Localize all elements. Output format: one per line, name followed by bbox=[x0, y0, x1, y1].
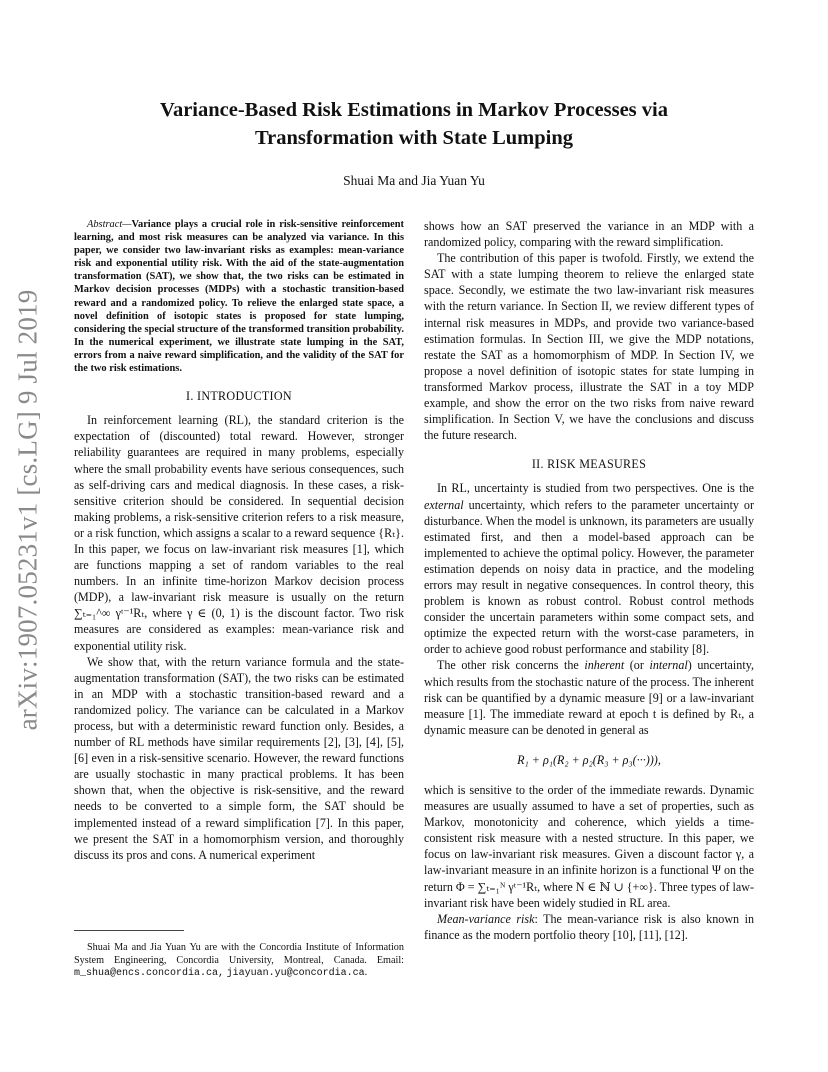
right-paragraph-1: shows how an SAT preserved the variance in an MDP with a randomized policy, comparing with the reward simplification. bbox=[424, 219, 754, 250]
risk-p1-b: uncertainty, which refers to the parameter uncertainty or disturbance. When the model is unknown, its parameters are usually estimated first, and then a model-based approach can be implemented to achieve the optimal policy. However, the parameter estimation depends on noisy data in practice, and the modeling errors may result in negative consequences. In control theory, this problem is known as robust control. Robust control methods consider the uncertain parameters within some compact sets, and optimize the expected return with the worst-case parameters, in order to achieve good robust performance and stability [8]. bbox=[424, 497, 755, 657]
footnote-email-2: jiayuan.yu@concordia.ca bbox=[226, 968, 365, 980]
paper-authors: Shuai Ma and Jia Yuan Yu bbox=[343, 173, 485, 188]
abstract-lead: Abstract— bbox=[87, 219, 132, 230]
right-paragraph-2: The contribution of this paper is twofold. Firstly, we extend the SAT with a state lumping theorem to relieve the enlarged state space. Secondly, we estimate the two law-invariant risk measures with the return variance. In Section II, we review different types of internal risk measures in MDPs, and provide two variance-based estimation formulas. In Section III, we give the MDP notations, restate the SAT as a homomorphism of MDP. In Section IV, we propose a novel definition of isotopic states for state lumping in transformed Markov process, illustrate the SAT in a toy MDP example, and show the error on the two risks from naive reward simplification. In Section V, we have the conclusions and discuss the future research. bbox=[424, 251, 754, 443]
mean-variance-heading: Mean-variance risk bbox=[437, 911, 535, 926]
footnote bbox=[74, 942, 404, 981]
risk-paragraph-4 bbox=[424, 911, 754, 943]
section-heading-intro: I. INTRODUCTION bbox=[186, 389, 292, 404]
risk-paragraph-2 bbox=[424, 657, 754, 737]
abstract bbox=[74, 218, 404, 375]
risk-paragraph-3: which is sensitive to the order of the immediate rewards. Dynamic measures are usually assumed to have a set of properties, such as Markov, monotonicity and coherence, which yields a time-consistent risk measure with a nested structure. In this paper, we focus on law-invariant risk measures. Given a discount factor γ, a law-invariant measure in an infinite horizon is a functional Ψ on the return Φ = ∑ₜ₌₁ᴺ γᵗ⁻¹Rₜ, where N ∈ ℕ ∪ {+∞}. Three types of law-invariant risk have been widely studied in RL area. bbox=[424, 783, 754, 910]
arxiv-id-text: arXiv:1907.05231v1 [cs.LG] 9 Jul 2019 bbox=[12, 289, 43, 731]
risk-p1-a: In RL, uncertainty is studied from two perspectives. One is the bbox=[437, 481, 754, 496]
equation-dynamic-measure: R₁ + ρ₁(R₂ + ρ₂(R₃ + ρ₃(···))), bbox=[517, 752, 661, 767]
risk-p2-em1: inherent bbox=[584, 658, 625, 673]
paper-title: Variance-Based Risk Estimations in Markov Processes via Transformation with State Lumping bbox=[160, 99, 668, 149]
risk-p2-a: The other risk concerns the bbox=[437, 658, 579, 673]
intro-paragraph-2: We show that, with the return variance formula and the state-augmentation transformation (SAT), the two risks can be estimated in an MDP with a stochastic transition-based reward and a randomized policy. The variance can be calculated in a Markov process, but with a deterministic reward function only. Besides, a number of RL methods have similar requirements [2], [3], [4], [5], [6] even in a risk-sensitive scenario. However, the reward functions are usually stochastic in many practical problems. It has been shown that, when the objective is risk-sensitive, and the reward needs to be converted to a simple form, the SAT should be implemented instead of a reward simplification [7]. In this paper, we present the SAT in a homomorphism version, and thoroughly discuss its pros and cons. A numerical experiment bbox=[74, 654, 404, 862]
risk-p4-text: : The mean-variance risk is also known in finance as the modern portfolio theory [10], [11], [12]. bbox=[424, 911, 754, 942]
risk-p2-c: ) uncertainty, which results from the stochastic nature of the process. The inherent risk can be quantified by a dynamic measure [9] or a law-invariant measure [1]. The immediate reward at epoch t is defined by Rₜ, a dynamic measure can be denoted in general as bbox=[424, 658, 754, 737]
right-column bbox=[424, 218, 754, 943]
risk-p2-b: (or bbox=[629, 658, 644, 673]
footnote-end: . bbox=[364, 967, 368, 979]
arxiv-side-label bbox=[8, 289, 48, 731]
risk-paragraph-1 bbox=[424, 480, 754, 657]
section-heading-risk: II. RISK MEASURES bbox=[531, 457, 647, 472]
intro-paragraph-1: In reinforcement learning (RL), the standard criterion is the expectation of (discounted) total reward. However, stronger reliability guarantees are required in many problems, especially where the small probability events have serious consequences, such as self-driving cars and medical diagnosis. In these cases, a risk-sensitive criterion should be considered. In sequential decision making problems, a risk-sensitive criterion refers to a risk measure, or a risk function, which assigns a scalar to a reward sequence {Rₜ}. In this paper, we focus on law-invariant risk measures [1], which are functions mapping a set of random variables to the real numbers. In an infinite time-horizon Markov decision process (MDP), a law-invariant risk measure is usually on the return ∑ₜ₌₁^∞ γᵗ⁻¹Rₜ, where γ ∈ (0, 1) is the discount factor. Two risk measures are considered as examples: mean-variance risk and exponential utility risk. bbox=[74, 413, 404, 653]
risk-p1-em: external bbox=[424, 497, 464, 512]
risk-p2-em2: internal bbox=[649, 658, 688, 673]
footnote-rule bbox=[74, 930, 184, 931]
footnote-text: Shuai Ma and Jia Yuan Yu are with the Concordia Institute of Information System Engineering, Concordia University, Montreal, Canada. Email: bbox=[74, 942, 404, 966]
abstract-text: Variance plays a crucial role in risk-sensitive reinforcement learning, and most risk measures can be analyzed via variance. In this paper, we consider two law-invariant risks as examples: mean-variance risk and exponential utility risk. With the aid of the state-augmentation transformation (SAT), we show that, the two risks can be estimated in Markov decision processes (MDPs) with a stochastic transition-based reward and a randomized policy. To relieve the enlarged state space, a novel definition of isotopic states is proposed for state lumping, considering the special structure of the transformed transition probability. In the numerical experiment, we illustrate state lumping in the SAT, errors from a naive reward simplification, and the validity of the SAT for the two risk estimations. bbox=[74, 219, 404, 375]
footnote-email-1: m_shua@encs.concordia.ca, bbox=[74, 968, 225, 980]
left-column bbox=[74, 218, 404, 863]
